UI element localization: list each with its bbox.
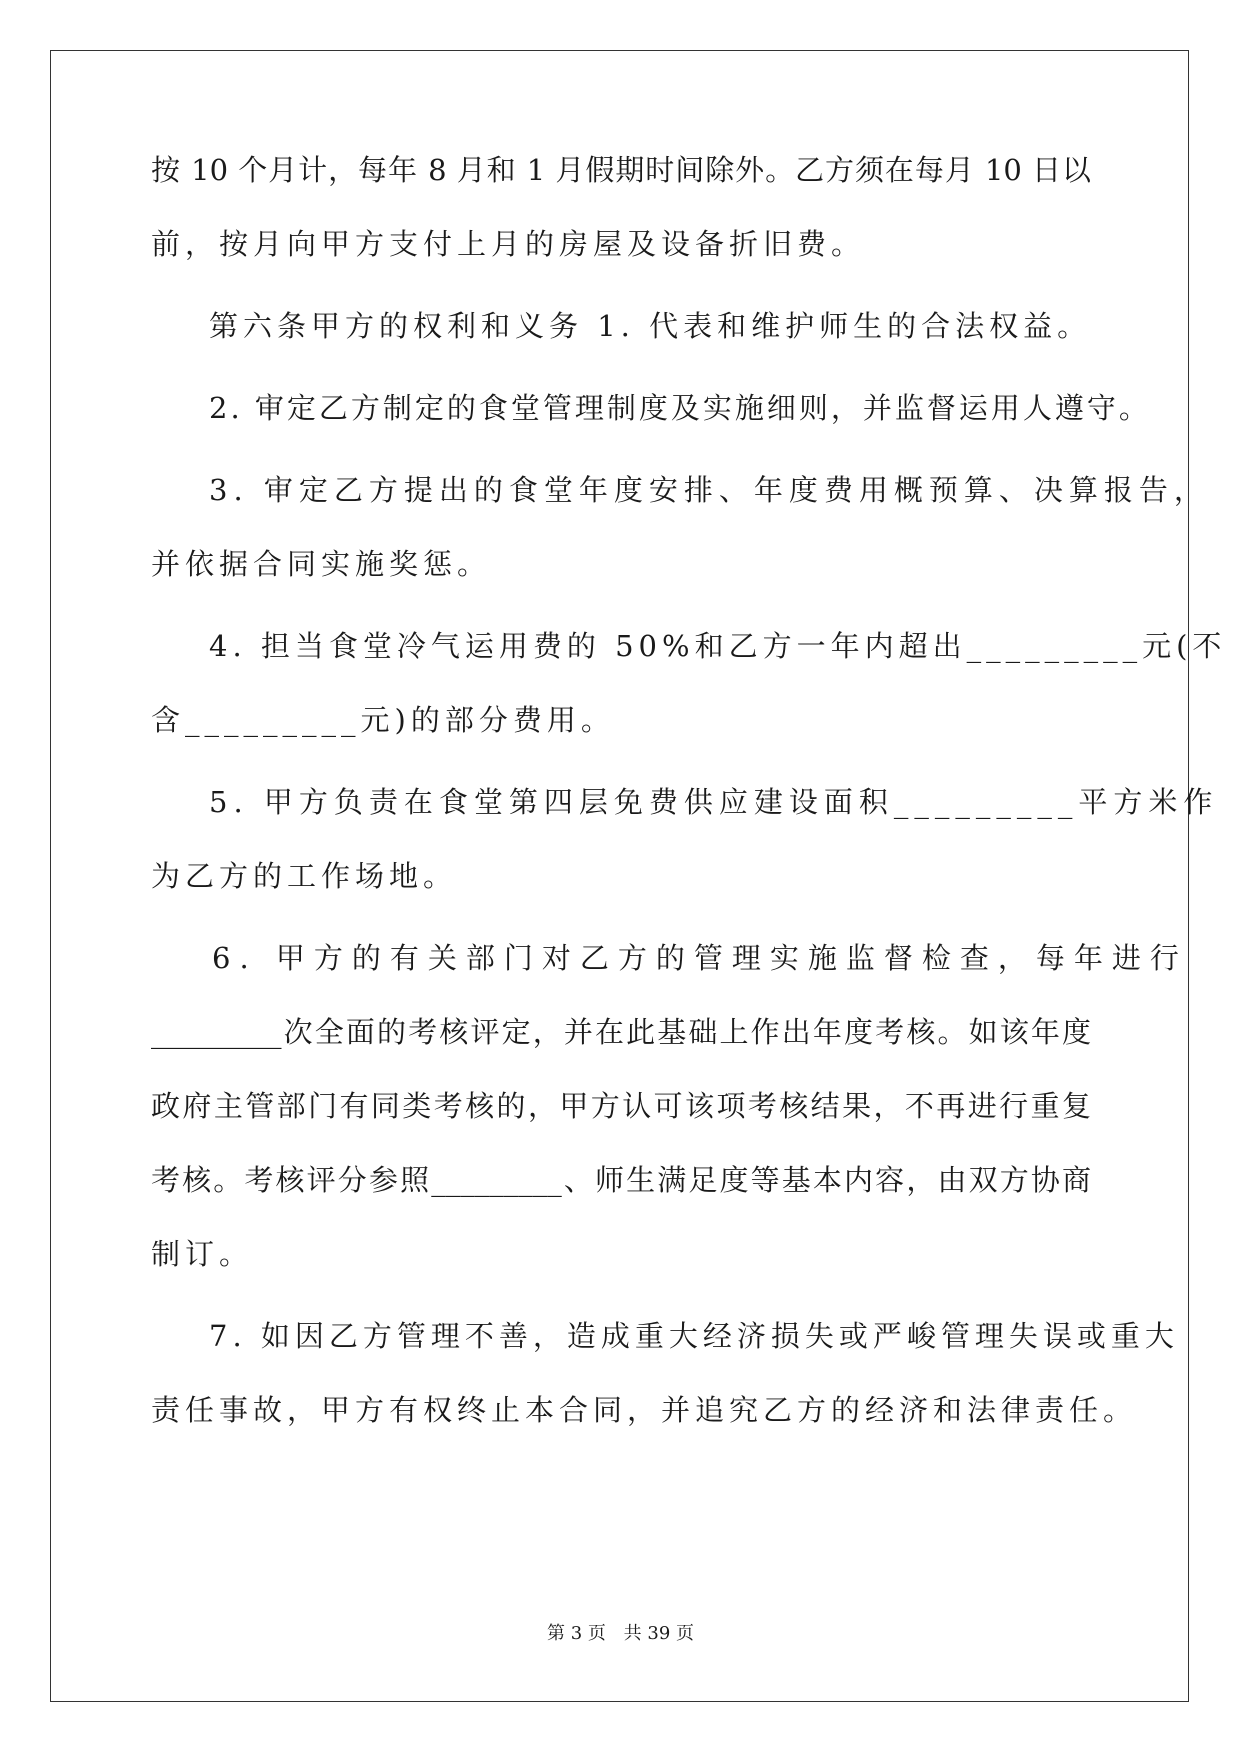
text-line: 5. 甲方负责在食堂第四层免费供应建设面积_________平方米作 bbox=[209, 785, 1219, 819]
text-line: 2. 审定乙方制定的食堂管理制度及实施细则，并监督运用人遵守。 bbox=[209, 391, 1151, 425]
page-number: 第 3 页 bbox=[547, 1623, 606, 1644]
text-line: 政府主管部门有同类考核的，甲方认可该项考核结果，不再进行重复 bbox=[151, 1089, 1091, 1123]
text-line: 制订。 bbox=[151, 1237, 254, 1271]
text-line: 第六条甲方的权利和义务 1. 代表和维护师生的合法权益。 bbox=[209, 309, 1092, 343]
text-line: 考核。考核评分参照_________、师生满足度等基本内容，由双方协商 bbox=[151, 1163, 1091, 1197]
page-footer bbox=[0, 1622, 1241, 1646]
text-line: 含_________元)的部分费用。 bbox=[151, 703, 615, 737]
text-line: 6. 甲方的有关部门对乙方的管理实施监督检查，每年进行 bbox=[212, 941, 1188, 975]
text-line: 按 10 个月计，每年 8 月和 1 月假期时间除外。乙方须在每月 10 日以 bbox=[151, 153, 1091, 187]
text-line: 为乙方的工作场地。 bbox=[151, 859, 458, 893]
text-line: 前，按月向甲方支付上月的房屋及设备折旧费。 bbox=[151, 227, 866, 261]
text-line: 7. 如因乙方管理不善，造成重大经济损失或严峻管理失误或重大 bbox=[209, 1319, 1179, 1353]
total-pages: 共 39 页 bbox=[623, 1623, 694, 1644]
text-line: _________次全面的考核评定，并在此基础上作出年度考核。如该年度 bbox=[151, 1015, 1091, 1049]
text-line: 3. 审定乙方提出的食堂年度安排、年度费用概预算、决算报告， bbox=[209, 473, 1209, 507]
text-line: 4. 担当食堂冷气运用费的 50%和乙方一年内超出_________元(不 bbox=[209, 629, 1227, 663]
text-line: 并依据合同实施奖惩。 bbox=[151, 547, 492, 581]
text-line: 责任事故，甲方有权终止本合同，并追究乙方的经济和法律责任。 bbox=[151, 1393, 1138, 1427]
